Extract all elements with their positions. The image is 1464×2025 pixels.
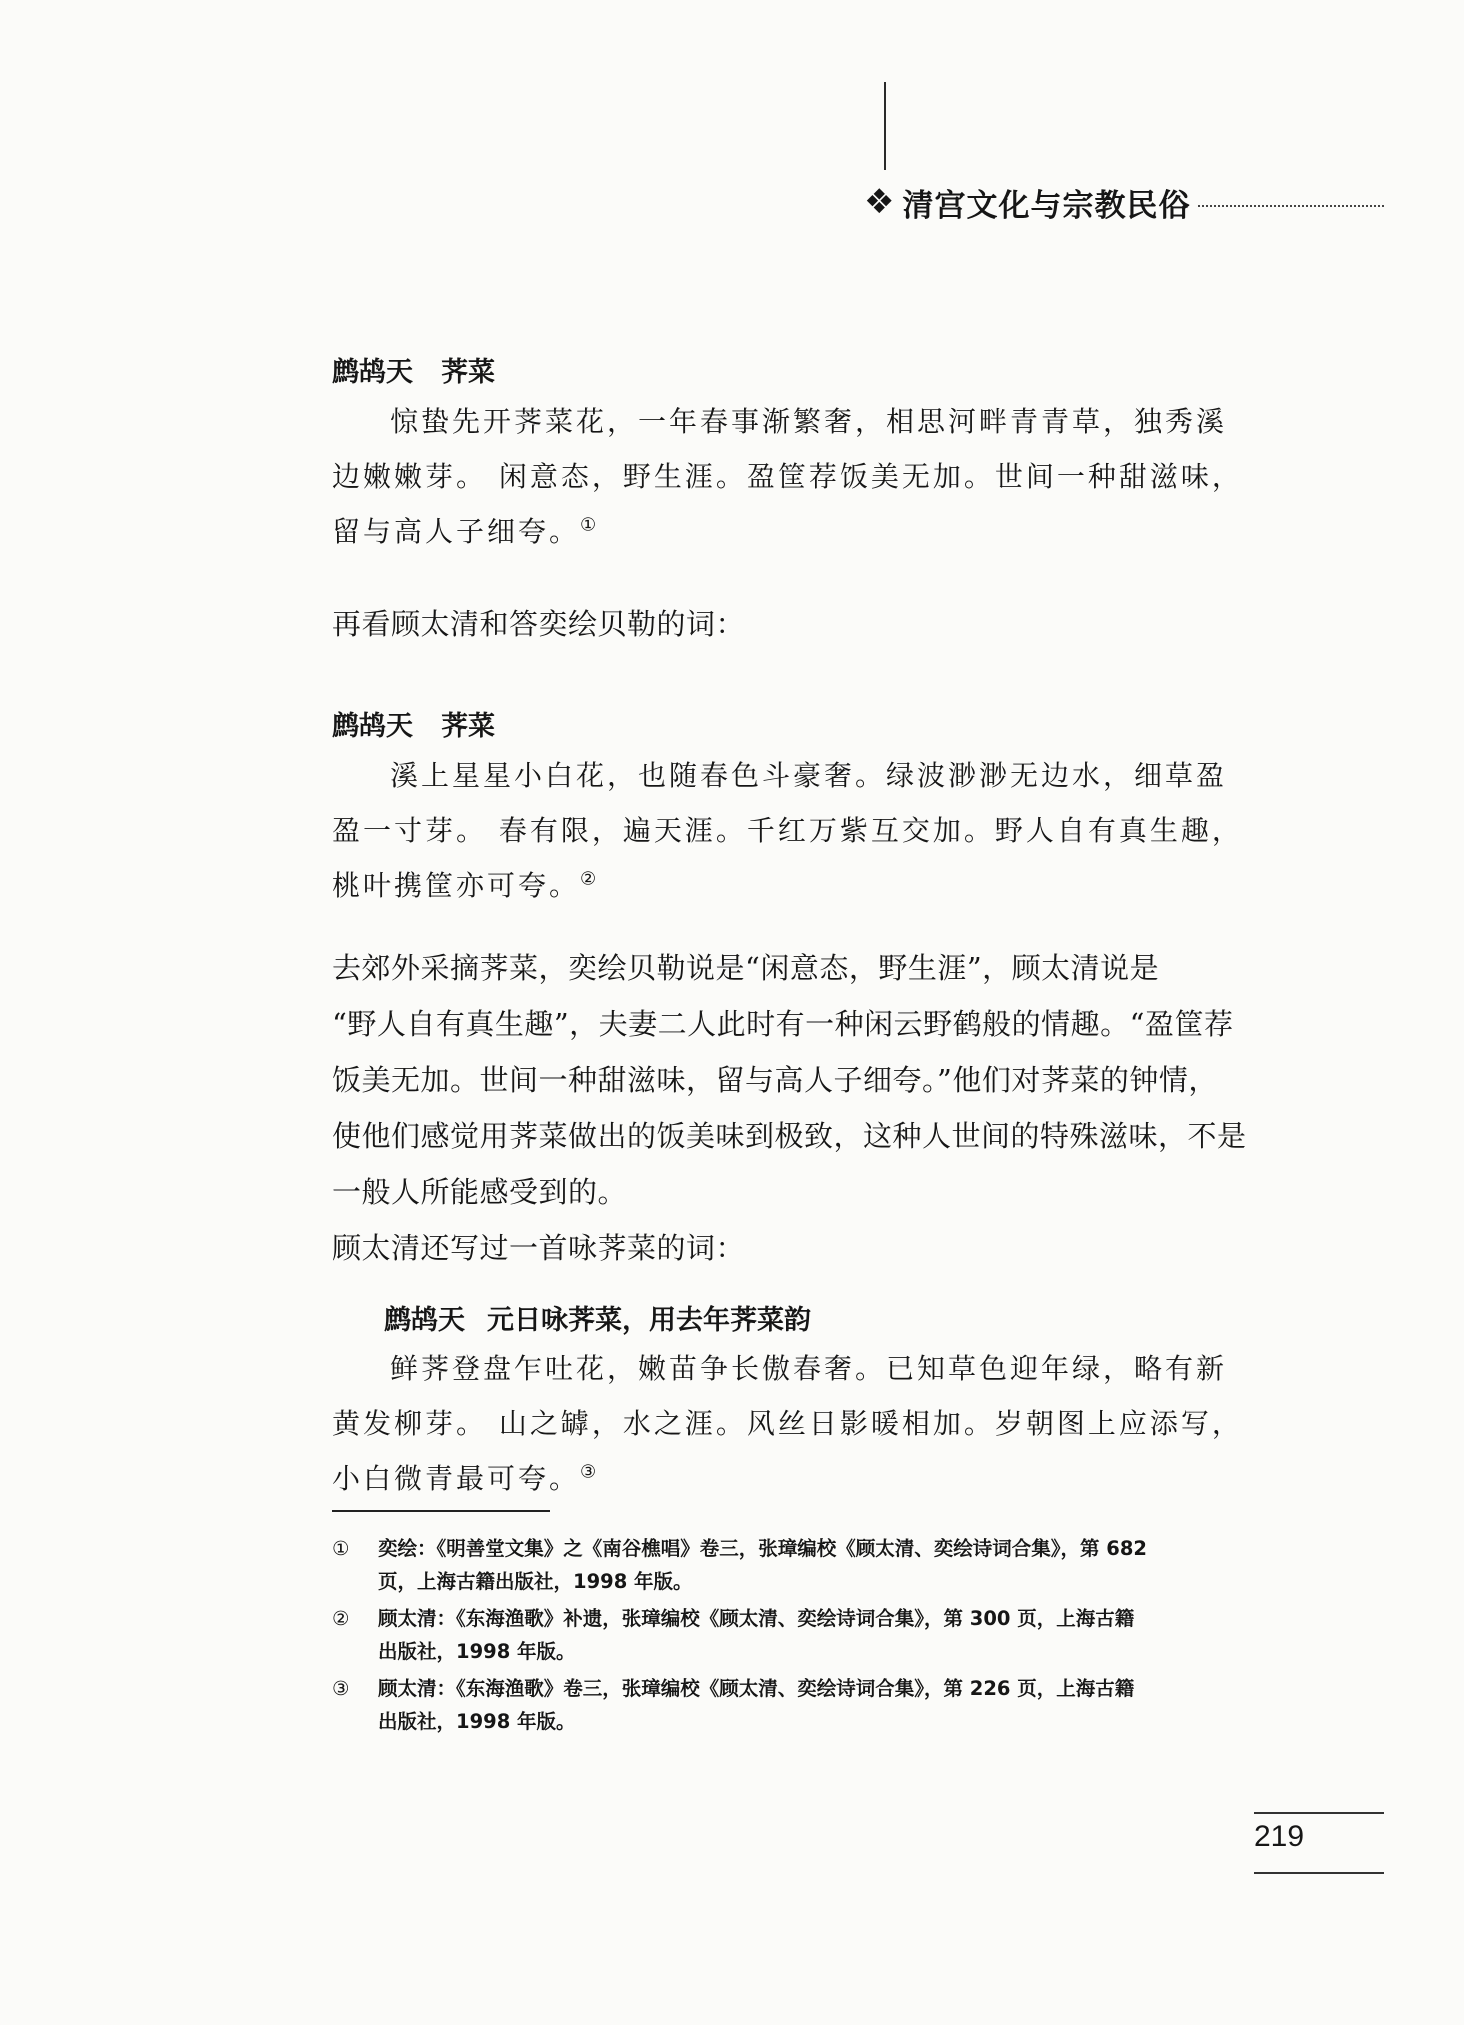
poem-body-1 xyxy=(332,394,1243,559)
header-dotted-leader xyxy=(1198,205,1384,207)
poem-line: 小白微青最可夸。③ xyxy=(332,1461,600,1495)
poem-body-2 xyxy=(332,748,1243,913)
footnote-mark: ① xyxy=(332,1537,350,1560)
footnote-mark: ③ xyxy=(332,1677,350,1700)
prose-paragraph: 去郊外采摘荠菜，奕绘贝勒说是“闲意态，野生涯”，顾太清说是 “野人自有真生趣”，夫妻二人此时有一种闲云野鹤般的情趣。“盈筐荐 饭美无加。世间一种甜滋味，留与高人子细夸。”他们对荠菜的钟情， 使他们感觉用荠菜做出的饭美味到极致，这种人世间的特殊滋味，不是 一般人所能感受到的。 顾太清还写过一首咏荠菜的词： xyxy=(332,940,1192,1276)
footnote-ref-3[interactable]: ③ xyxy=(580,1461,600,1483)
page-number-rule-bottom xyxy=(1254,1872,1384,1874)
poem-body-3 xyxy=(332,1341,1243,1506)
footnote-mark: ② xyxy=(332,1607,350,1630)
page-number: 219 xyxy=(1254,1820,1305,1853)
poem-title-3: 鹧鸪天 元日咏荠菜，用去年荠菜韵 xyxy=(384,1305,811,1336)
header-vertical-rule xyxy=(884,82,886,170)
intro-paragraph-3: 顾太清还写过一首咏荠菜的词： xyxy=(332,1231,746,1265)
footnote-3: ③ 顾太清：《东海渔歌》卷三，张璋编校《顾太清、奕绘诗词合集》，第 226 页，上海古籍 出版社，1998 年版。 xyxy=(332,1672,1192,1738)
running-header xyxy=(864,176,1384,228)
poem-title-1: 鹧鸪天 荠菜 xyxy=(332,357,495,388)
footnote-ref-2[interactable]: ② xyxy=(580,868,600,890)
running-header-title: 清宫文化与宗教民俗 xyxy=(902,187,1191,224)
footnote-2: ② 顾太清：《东海渔歌》补遗，张璋编校《顾太清、奕绘诗词合集》，第 300 页，上海古籍 出版社，1998 年版。 xyxy=(332,1602,1192,1668)
footnote-ref-1[interactable]: ① xyxy=(580,514,600,536)
footnote-separator xyxy=(332,1510,550,1512)
poem-line: 黄发柳芽。 山之罅，水之涯。风丝日影暖相加。岁朝图上应添写， xyxy=(332,1407,1243,1440)
page-number-rule-top xyxy=(1254,1812,1384,1814)
poem-line: 盈一寸芽。 春有限，遍天涯。千红万紫互交加。野人自有真生趣， xyxy=(332,814,1243,847)
poem-line: 留与高人子细夸。① xyxy=(332,514,600,548)
poem-title-2: 鹧鸪天 荠菜 xyxy=(332,711,495,742)
intro-paragraph-2: 再看顾太清和答奕绘贝勒的词： xyxy=(332,607,746,641)
footnotes xyxy=(332,1532,1192,1742)
poem-line: 边嫩嫩芽。 闲意态，野生涯。盈筐荐饭美无加。世间一种甜滋味， xyxy=(332,460,1243,493)
poem-line: 惊蛰先开荠菜花，一年春事渐繁奢，相思河畔青青草，独秀溪 xyxy=(390,405,1228,438)
diamond-icon: ❖ xyxy=(864,182,895,222)
footnote-1: ① 奕绘：《明善堂文集》之《南谷樵唱》卷三，张璋编校《顾太清、奕绘诗词合集》，第 682 页，上海古籍出版社，1998 年版。 xyxy=(332,1532,1192,1598)
poem-line: 桃叶携筐亦可夸。② xyxy=(332,868,600,902)
poem-line: 鲜荠登盘乍吐花，嫩苗争长傲春奢。已知草色迎年绿，略有新 xyxy=(390,1352,1228,1385)
poem-line: 溪上星星小白花，也随春色斗豪奢。绿波渺渺无边水，细草盈 xyxy=(390,759,1228,792)
